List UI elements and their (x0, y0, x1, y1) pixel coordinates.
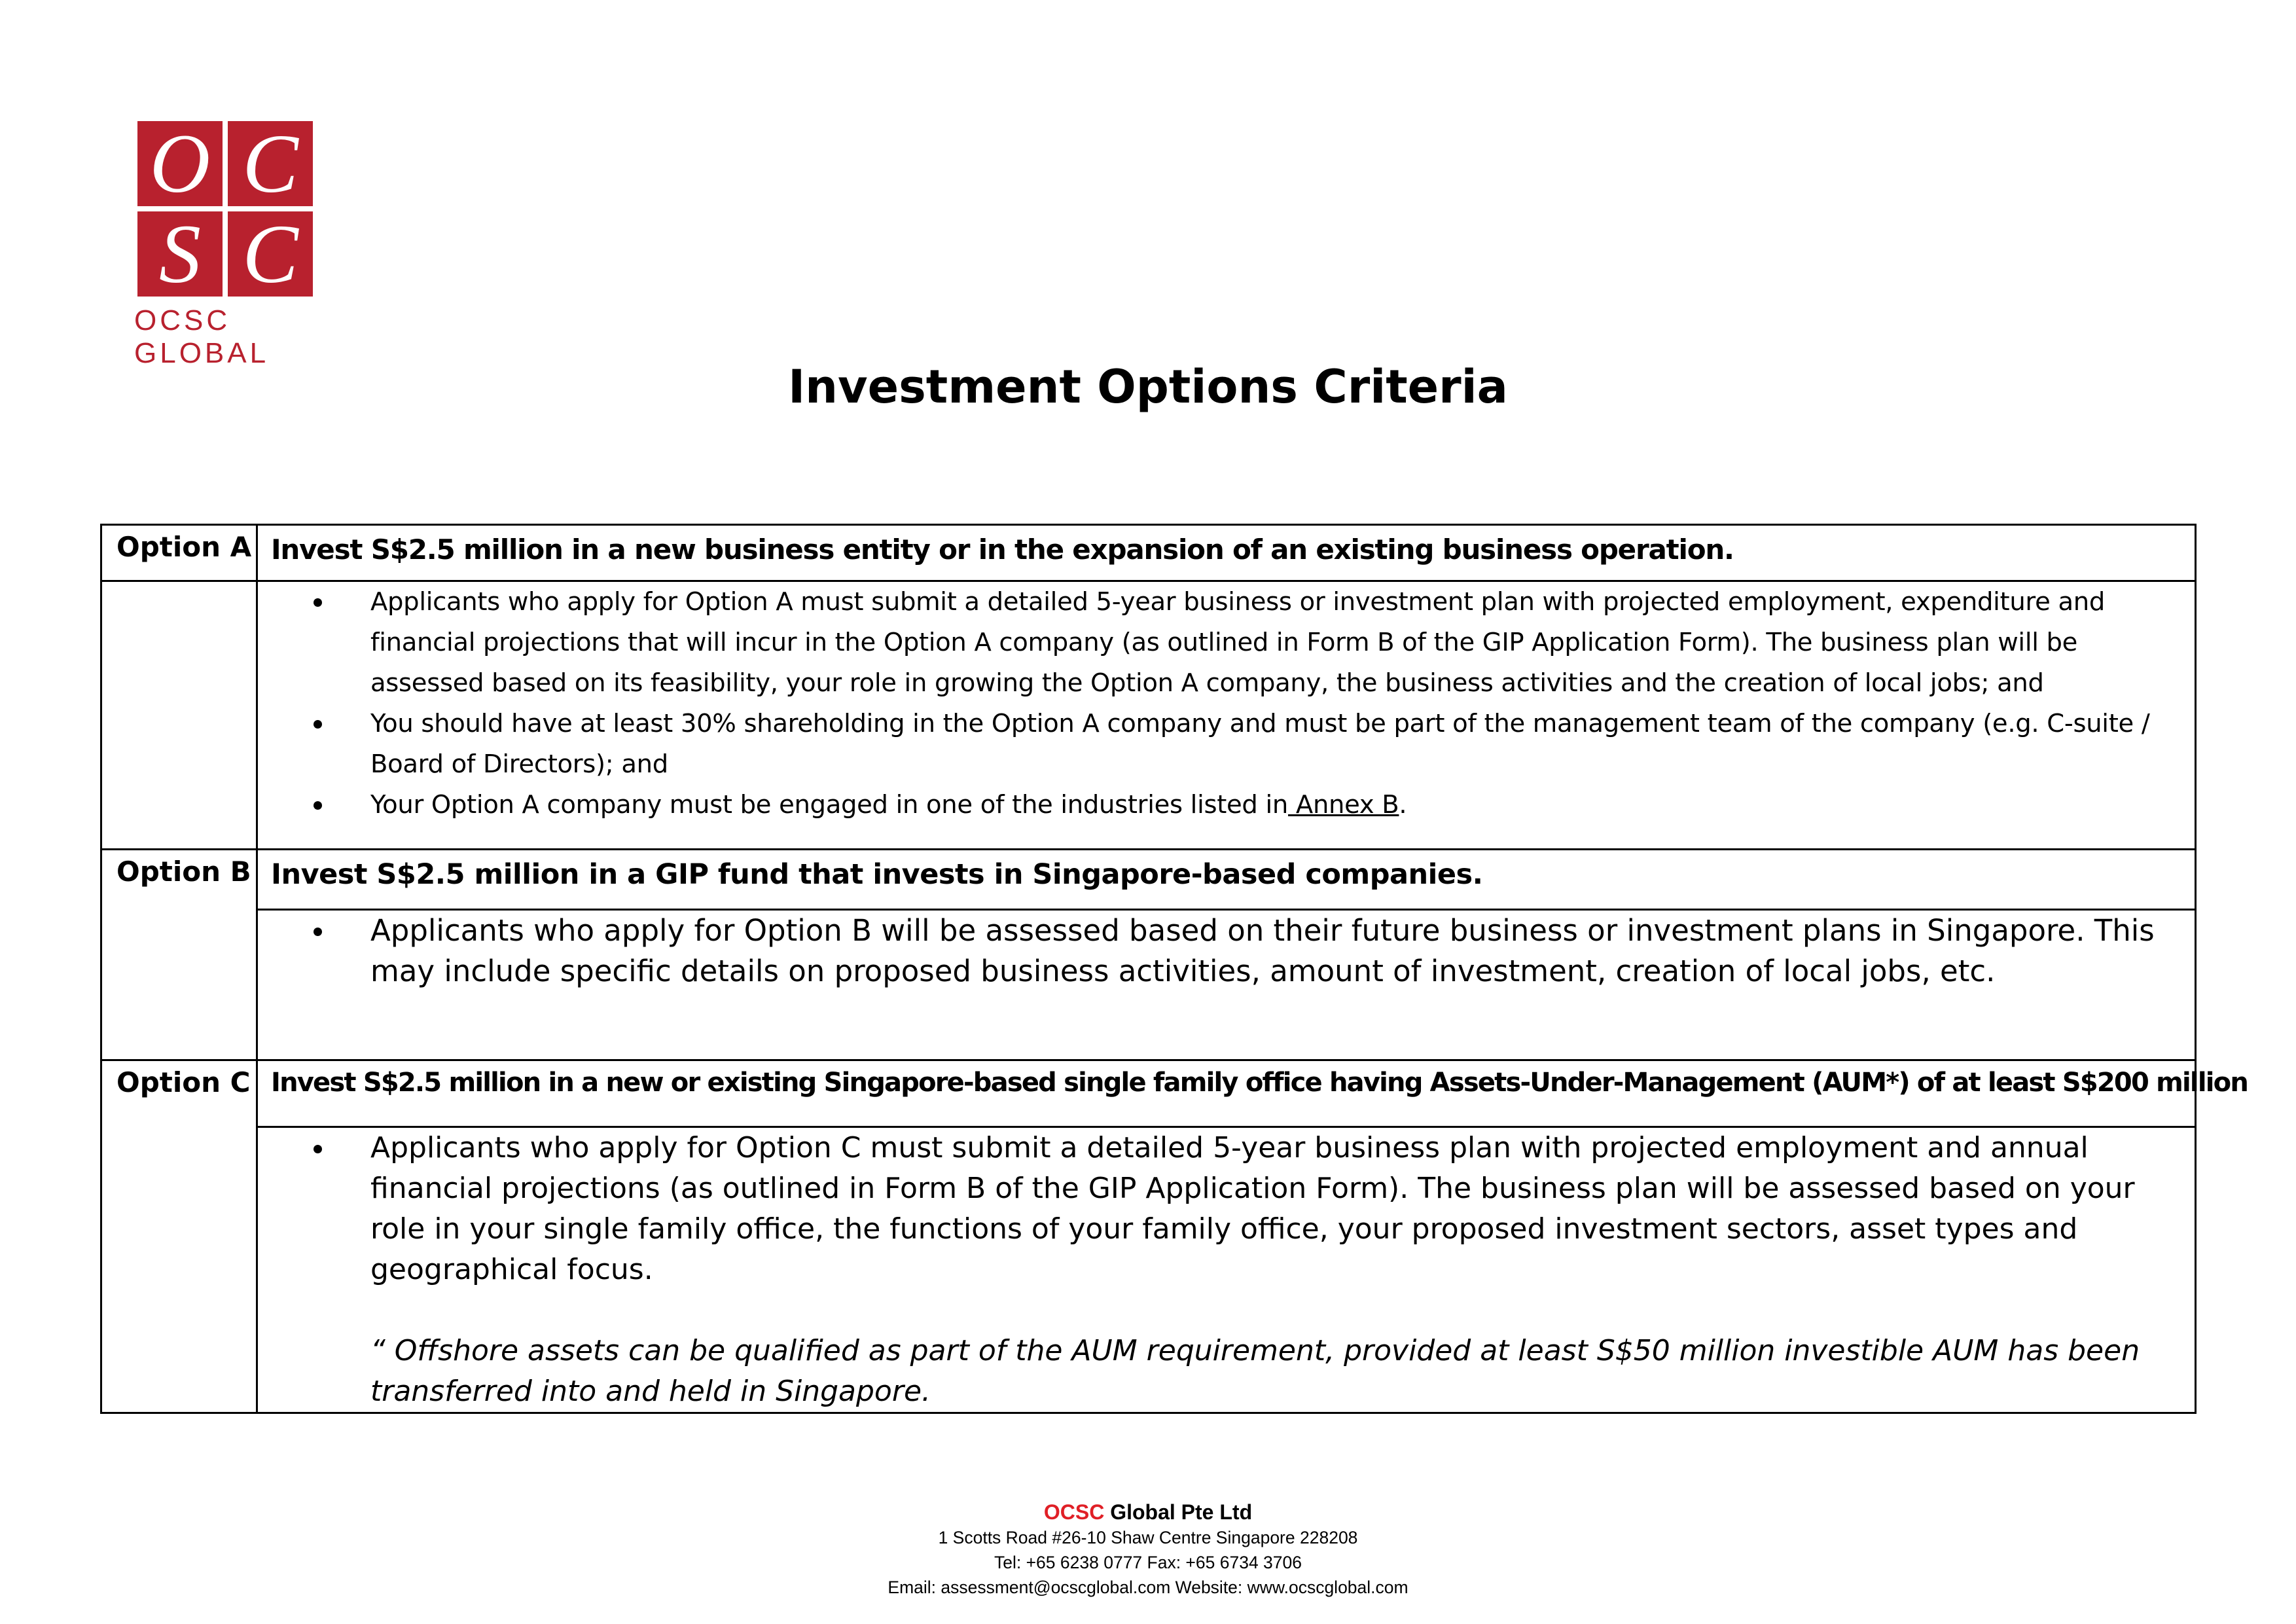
option-label-cell (101, 1060, 257, 1413)
list-item: Applicants who apply for Option A must submit a detailed 5-year business or investment plan with projected employment, expenditure and financial projections that will incur in the Option A company (as outlined in Form B of the GIP Application Form). The business plan will be assessed based on its feasibility, your role in growing the Option A company, the business activities and the creation of local jobs; and (258, 582, 2195, 704)
option-label-cell (101, 525, 257, 581)
option-c-heading: Invest S$2.5 million in a new or existing Singapore-based single family office having Assets-Under-Management (AUM*) of at least S$200 million (271, 1068, 2248, 1098)
list-item (258, 785, 2195, 825)
logo-letter-1: O (149, 121, 211, 210)
page-title: Investment Options Criteria (788, 360, 1508, 414)
list-item (258, 1128, 2195, 1412)
page-footer (0, 1499, 2296, 1600)
option-heading-cell (257, 850, 2196, 910)
footer-phone: Tel: +65 6238 0777 Fax: +65 6734 3706 (994, 1553, 1302, 1572)
option-heading-cell (257, 1060, 2248, 1127)
option-c-criteria-list (258, 1128, 2195, 1412)
logo-letter-2: C (242, 121, 298, 210)
table-row (101, 850, 2196, 910)
empty-cell (101, 581, 257, 850)
annex-b-link[interactable]: Annex B (1287, 790, 1399, 820)
option-a-label: Option A (117, 531, 252, 563)
table-row (101, 1060, 2196, 1127)
logo-wordmark: OCSC GLOBAL (134, 304, 270, 369)
aum-footnote: “ Offshore assets can be qualified as part of the AUM requirement, provided at least S$50 million investible AUM has been transferred into and held in Singapore. (370, 1334, 2140, 1408)
footer-contact: Email: assessment@ocscglobal.com Website: www.ocscglobal.com (888, 1578, 1408, 1597)
list-item: You should have at least 30% shareholding in the Option A company and must be part of the management team of the company (e.g. C-suite / Board of Directors); and (258, 704, 2195, 785)
footer-address: 1 Scotts Road #26-10 Shaw Centre Singapore 228208 (938, 1528, 1358, 1547)
option-b-label: Option B (117, 856, 251, 888)
option-label-cell (101, 850, 257, 1060)
logo-letter-4: C (242, 208, 298, 297)
ocsc-monogram (137, 121, 313, 297)
list-item: Applicants who apply for Option B will be assessed based on their future business or investment plans in Singapore. This may include specific details on proposed business activities, amount of investment, creation of local jobs, etc. (258, 911, 2195, 992)
option-details-cell (257, 910, 2196, 1060)
table-row (101, 910, 2196, 1060)
footer-company-name (0, 1499, 2296, 1525)
option-a-heading: Invest S$2.5 million in a new business entity or in the expansion of an existing business operation. (271, 533, 1734, 566)
option-details-cell (257, 1127, 2196, 1413)
footer-company-rest: Global Pte Ltd (1104, 1500, 1253, 1524)
table-row (101, 1127, 2196, 1413)
company-logo (134, 121, 350, 369)
table-row (101, 525, 2196, 581)
option-b-criteria-list (258, 911, 2195, 992)
option-details-cell (257, 581, 2196, 850)
option-b-heading: Invest S$2.5 million in a GIP fund that invests in Singapore-based companies. (271, 858, 1483, 891)
bullet-suffix: . (1399, 790, 1407, 820)
option-c-label: Option C (117, 1066, 251, 1098)
bullet-text: Applicants who apply for Option C must submit a detailed 5-year business plan with projected employment and annual financial projections (as outlined in Form B of the GIP Application Form). The business plan will be assessed based on your role in your single family office, the functions of your family office, your proposed investment sectors, asset types and geographical focus. (370, 1131, 2135, 1286)
investment-options-table (100, 524, 2248, 1414)
footer-brand: OCSC (1043, 1500, 1105, 1524)
logo-letter-3: S (159, 208, 201, 297)
table-row (101, 581, 2196, 850)
option-a-criteria-list (258, 582, 2195, 825)
option-heading-cell (257, 525, 2196, 581)
bullet-text: Your Option A company must be engaged in one of the industries listed in (370, 790, 1288, 820)
